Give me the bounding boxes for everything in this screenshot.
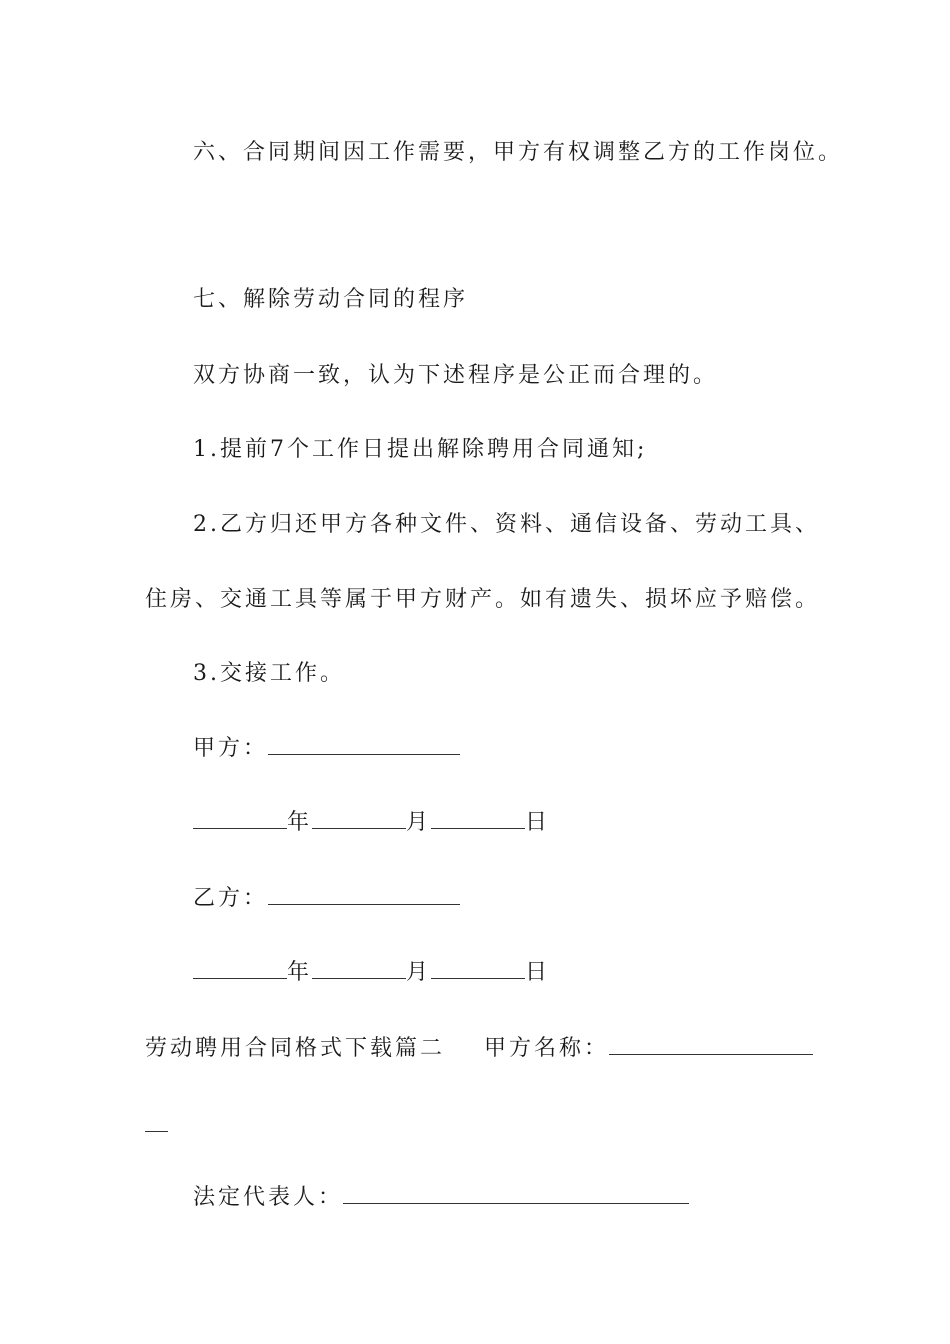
legal-rep-label: 法定代表人： [193, 1185, 344, 1210]
party-b-day-blank [431, 960, 525, 979]
section-7-title: 七、解除劳动合同的程序 [193, 287, 469, 312]
step-2-text-line2: 住房、交通工具等属于甲方财产。如有遗失、损坏应予赔偿。 [145, 587, 821, 612]
party-a-day-blank [431, 810, 525, 829]
next-party-a-name-blank-continuation [145, 1131, 168, 1132]
party-b-label: 乙方： [193, 886, 269, 911]
party-a-date-line [193, 808, 550, 838]
party-a-label: 甲方： [193, 736, 269, 761]
party-b-month-blank [312, 960, 406, 979]
party-a-year-blank [193, 810, 287, 829]
month-label: 月 [406, 810, 432, 835]
step-3-text: 3.交接工作。 [193, 661, 345, 686]
party-a-blank [268, 736, 460, 755]
month-label: 月 [406, 960, 432, 985]
party-b-blank [268, 886, 460, 905]
next-contract-title: 劳动聘用合同格式下载篇二 [145, 1036, 446, 1061]
day-label: 日 [525, 810, 551, 835]
year-label: 年 [287, 960, 313, 985]
party-b-signature-line [193, 884, 460, 914]
next-party-a-name-blank [609, 1036, 813, 1055]
legal-representative-line [193, 1183, 689, 1213]
legal-rep-blank [343, 1185, 689, 1204]
next-party-a-name-label: 甲方名称： [484, 1036, 610, 1061]
day-label: 日 [525, 960, 551, 985]
step-1-text: 1.提前7个工作日提出解除聘用合同通知; [193, 437, 648, 462]
step-2-text-line1: 2.乙方归还甲方各种文件、资料、通信设备、劳动工具、 [193, 512, 820, 537]
next-party-a-name-line [484, 1034, 813, 1064]
party-b-date-line [193, 958, 550, 988]
party-a-signature-line [193, 734, 460, 764]
party-b-year-blank [193, 960, 287, 979]
year-label: 年 [287, 810, 313, 835]
party-a-month-blank [312, 810, 406, 829]
clause-6-text: 六、合同期间因工作需要，甲方有权调整乙方的工作岗位。 [193, 140, 844, 165]
section-7-intro: 双方协商一致，认为下述程序是公正而合理的。 [193, 363, 719, 388]
